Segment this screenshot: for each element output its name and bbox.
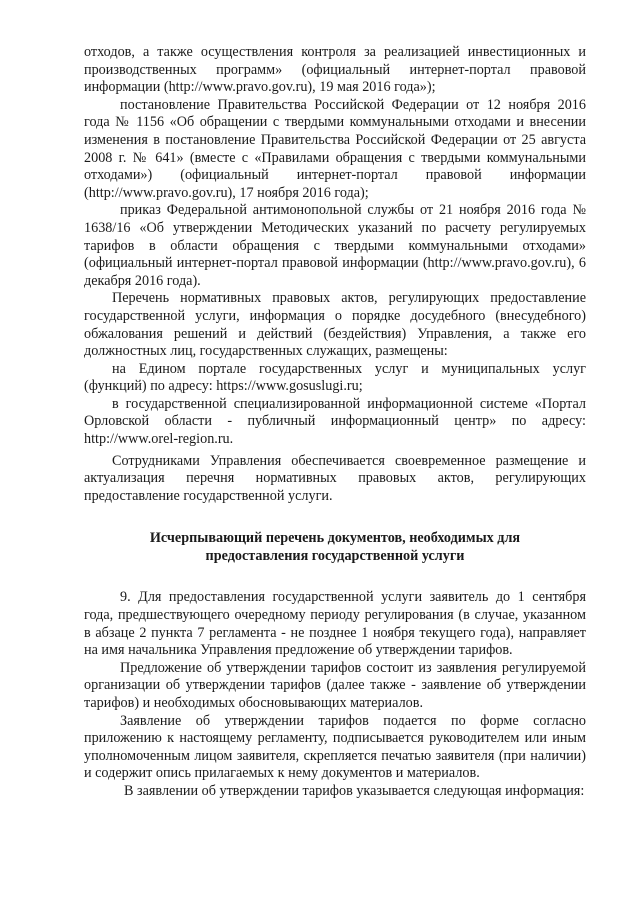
paragraph-application-info: В заявлении об утверждении тарифов указывается следующая информация:: [124, 782, 585, 799]
paragraph-application-form: Заявление об утверждении тарифов подается по форме согласно приложению к настоящему регламенту, подписывается руководителем или иным уполномоченным лицом заявителя, скрепляется печатью заявителя (при наличии) и содержит опись прилагаемых к нему документов и материалов.: [84, 712, 586, 782]
paragraph-staff-duties: Сотрудниками Управления обеспечивается своевременное размещение и актуализация перечня нормативных правовых актов, регулирующих предоставление государственной услуги.: [84, 452, 586, 504]
paragraph-proposal: Предложение об утверждении тарифов состоит из заявления регулируемой организации об утверждении тарифов (далее также - заявление об утверждении тарифов) и необходимых обосновывающих материалов.: [84, 659, 586, 711]
paragraph-acts-list: Перечень нормативных правовых актов, регулирующих предоставление государственной услуги, информация о порядке досудебного (внесудебного) обжалования решений и действий (бездействия) Управления, а также его должностных лиц, государственных служащих, размещены:: [84, 290, 586, 360]
paragraph-gosuslugi: на Едином портале государственных услуг и муниципальных услуг (функций) по адресу: https://www.gosuslugi.ru;: [84, 360, 586, 395]
paragraph-continuation: отходов, а также осуществления контроля за реализацией инвестиционных и производственных программ» (официальный интернет-портал правовой информации (http://www.pravo.gov.ru), 19 мая 2016 года»);: [84, 44, 586, 96]
paragraph-fas-order: приказ Федеральной антимонопольной службы от 21 ноября 2016 года № 1638/16 «Об утверждении Методических указаний по расчету регулируемых тарифов в области обращения с твердыми коммунальными отходами» (официальный интернет-портал правовой информации (http://www.pravo.gov.ru), 6 декабря 2016 года).: [84, 202, 586, 289]
paragraph-government-decree: постановление Правительства Российской Федерации от 12 ноября 2016 года № 1156 «Об обращении с твердыми коммунальными отходами и внесении изменения в постановление Правительства Российской Федерации от 25 августа 2008 г. № 641» (вместе с «Правилами обращения с твердыми коммунальными отходами») (официальный интернет-портал правовой информации (http://www.pravo.gov.ru), 17 ноября 2016 года);: [84, 96, 586, 201]
section-heading: Исчерпывающий перечень документов, необходимых для предоставления государственной услуги: [149, 530, 521, 565]
paragraph-orel-region: в государственной специализированной информационной системе «Портал Орловской области - публичный информационный центр» по адресу: http://www.orel-region.ru.: [84, 395, 586, 448]
paragraph-item-9: 9. Для предоставления государственной услуги заявитель до 1 сентября года, предшествующего очередному периоду регулирования (в случае, указанном в абзаце 2 пункта 7 регламента - не позднее 1 ноября текущего года), направляет на имя начальника Управления предложение об утверждении тарифов.: [84, 589, 586, 659]
